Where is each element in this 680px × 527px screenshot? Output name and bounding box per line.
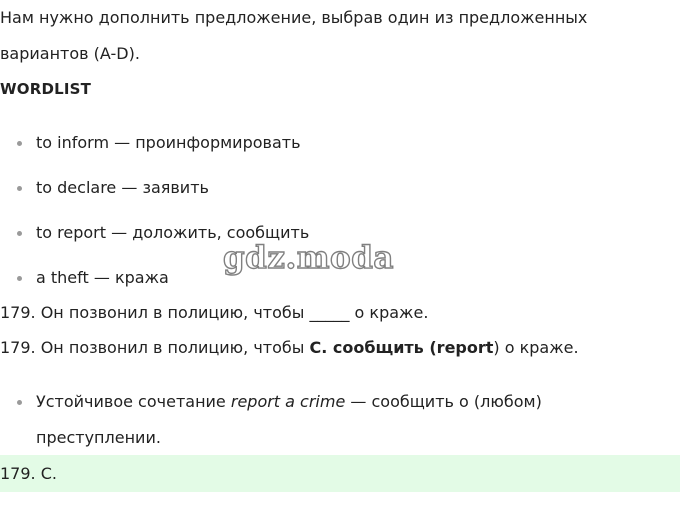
- filled-answer: C. сообщить (report: [309, 338, 494, 357]
- intro-line-2: вариантов (A-D).: [0, 44, 140, 63]
- wordlist-item-text: to declare — заявить: [36, 178, 209, 197]
- answer-text: 179. C.: [0, 464, 57, 483]
- bullet-icon: [17, 400, 22, 405]
- watermark-logo: gdz.moda: [223, 240, 394, 276]
- note-line-1: [36, 392, 542, 412]
- bullet-icon: [17, 276, 22, 281]
- note-line-2: преступлении.: [36, 428, 161, 447]
- filled-suffix: ) о краже.: [493, 338, 579, 357]
- note-prefix: Устойчивое сочетание: [36, 392, 231, 411]
- bullet-icon: [17, 231, 22, 236]
- wordlist-item-text: to report — доложить, сообщить: [36, 223, 310, 242]
- wordlist-item-text: to inform — проинформировать: [36, 133, 301, 152]
- wordlist-heading: WORDLIST: [0, 80, 92, 98]
- answer-bar: [0, 455, 680, 492]
- filled-sentence: [0, 338, 579, 358]
- filled-prefix: 179. Он позвонил в полицию, чтобы: [0, 338, 310, 357]
- intro-line-1: Нам нужно дополнить предложение, выбрав один из предложенных: [0, 8, 588, 27]
- note-phrase: report a crime: [230, 392, 346, 411]
- question-text: 179. Он позвонил в полицию, чтобы _____ о краже.: [0, 303, 429, 322]
- bullet-icon: [17, 186, 22, 191]
- wordlist-item-text: a theft — кража: [36, 268, 169, 287]
- bullet-icon: [17, 141, 22, 146]
- note-suffix: — сообщить о (любом): [345, 392, 542, 411]
